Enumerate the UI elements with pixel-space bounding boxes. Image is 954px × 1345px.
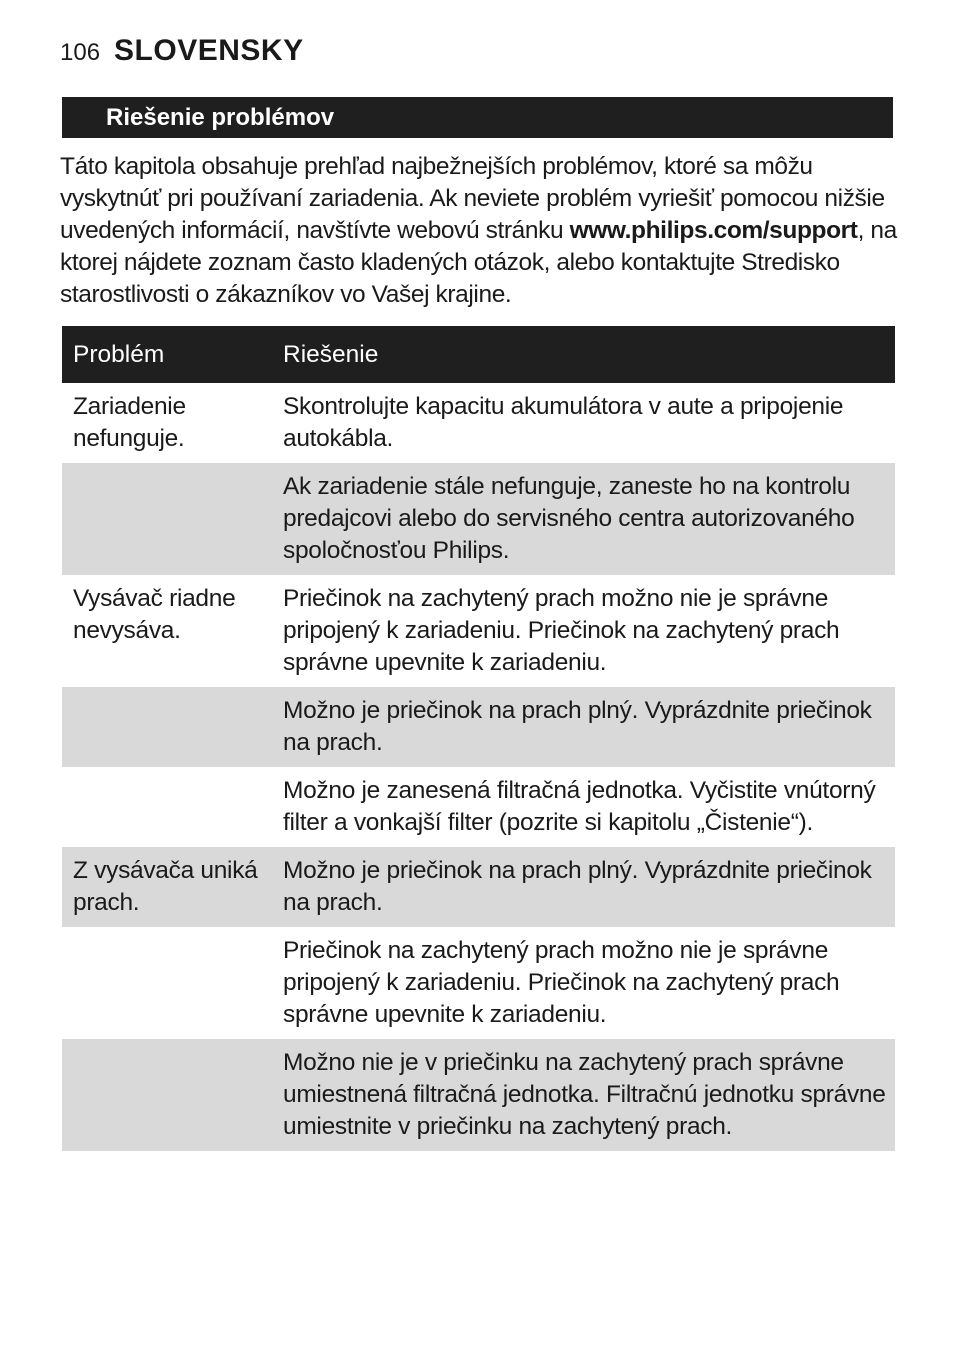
intro-paragraph	[60, 151, 900, 311]
solution-cell: Ak zariadenie stále nefunguje, zaneste ho na kontrolu predajcovi alebo do servisného centra autorizovaného spoločnosťou Philips.	[272, 463, 895, 575]
table-row	[62, 927, 895, 1039]
column-header-solution: Riešenie	[272, 326, 895, 383]
problem-cell	[62, 1039, 272, 1151]
column-header-problem: Problém	[62, 326, 272, 383]
table-row	[62, 687, 895, 767]
section-title-bar	[62, 97, 893, 138]
table-row	[62, 463, 895, 575]
problem-cell	[62, 463, 272, 575]
table-header-row	[62, 326, 895, 383]
solution-cell: Skontrolujte kapacitu akumulátora v aute a pripojenie autokábla.	[272, 383, 895, 463]
page-number: 106	[60, 39, 101, 66]
table-row	[62, 383, 895, 463]
section-title: Riešenie problémov	[106, 103, 335, 131]
problem-cell	[62, 687, 272, 767]
solution-cell: Možno je priečinok na prach plný. Vyprázdnite priečinok na prach.	[272, 847, 895, 927]
problem-cell	[62, 767, 272, 847]
problem-cell	[62, 927, 272, 1039]
troubleshooting-table	[62, 326, 895, 1151]
problem-cell: Zariadenie nefunguje.	[62, 383, 272, 463]
solution-cell: Možno je zanesená filtračná jednotka. Vyčistite vnútorný filter a vonkajší filter (pozrite si kapitolu „Čistenie“).	[272, 767, 895, 847]
language-heading: SLOVENSKY	[114, 34, 304, 67]
solution-cell: Možno nie je v priečinku na zachytený prach správne umiestnená filtračná jednotka. Filtračnú jednotku správne umiestnite v priečinku na zachytený prach.	[272, 1039, 895, 1151]
table-row	[62, 575, 895, 687]
intro-text-before-link: Táto kapitola obsahuje prehľad najbežnejších problémov, ktoré sa môžu vyskytnúť pri používaní zariadenia. Ak neviete problém vyriešiť pomocou nižšie uvedených informácií, navštívte webovú stránku	[60, 153, 885, 244]
solution-cell: Priečinok na zachytený prach možno nie je správne pripojený k zariadeniu. Priečinok na zachytený prach správne upevnite k zariadeniu.	[272, 927, 895, 1039]
table-row	[62, 767, 895, 847]
solution-cell: Priečinok na zachytený prach možno nie je správne pripojený k zariadeniu. Priečinok na zachytený prach správne upevnite k zariadeniu.	[272, 575, 895, 687]
support-link[interactable]: www.philips.com/support	[569, 217, 858, 244]
page-header	[60, 34, 304, 68]
solution-cell: Možno je priečinok na prach plný. Vyprázdnite priečinok na prach.	[272, 687, 895, 767]
table-row	[62, 847, 895, 927]
problem-cell: Z vysávača uniká prach.	[62, 847, 272, 927]
problem-cell: Vysávač riadne nevysáva.	[62, 575, 272, 687]
intro-text-after-link: , na ktorej nájdete zoznam často kladených otázok, alebo kontaktujte Stredisko starostlivosti o zákazníkov vo Vašej krajine.	[60, 217, 897, 308]
table-row	[62, 1039, 895, 1151]
